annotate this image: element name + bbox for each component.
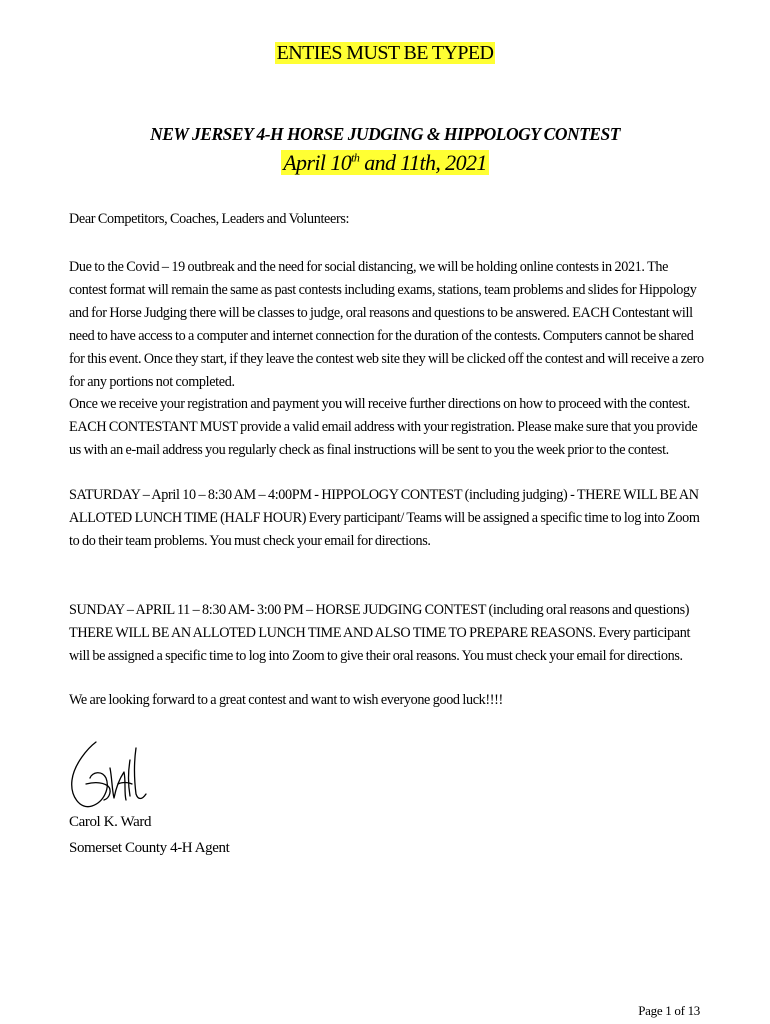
paragraph-registration: Once we receive your registration and payment you will receive further directions on how to proceed with the contest. EACH CONTESTANT MUST provide a valid email address with your registration. Please make sure that you provide us with an e-mail address you regularly check as final instructions will be sent to you the week prior to the contest. <box>69 396 698 458</box>
contest-date-superscript: th <box>351 150 360 165</box>
letter-salutation: Dear Competitors, Coaches, Leaders and Volunteers: <box>69 211 350 227</box>
page-banner <box>0 42 770 65</box>
paragraph-saturday-schedule: SATURDAY – April 10 – 8:30 AM – 4:00PM - HIPPOLOGY CONTEST (including judging) - THERE WILL BE AN ALLOTED LUNCH TIME (HALF HOUR) Every participant/ Teams will be assigned a specific time to log into Zoom to do their team problems. You must check your email for directions. <box>69 487 700 549</box>
contest-date-prefix: April 10 <box>283 150 352 175</box>
signer-name: Carol K. Ward <box>69 814 152 830</box>
page-number: Page 1 of 13 <box>638 1003 700 1018</box>
letter-closing: We are looking forward to a great contest and want to wish everyone good luck!!!! <box>69 692 503 708</box>
signer-title: Somerset County 4-H Agent <box>69 840 230 856</box>
paragraph-sunday-schedule: SUNDAY – APRIL 11 – 8:30 AM- 3:00 PM – HORSE JUDGING CONTEST (including oral reasons and questions) THERE WILL BE AN ALLOTED LUNCH TIME AND ALSO TIME TO PREPARE REASONS. Every participant will be assigned a specific time to log into Zoom to give their oral reasons. You must check your email for directions. <box>69 602 691 664</box>
contest-date-highlight <box>281 150 489 175</box>
paragraph-covid: Due to the Covid – 19 outbreak and the need for social distancing, we will be holding online contests in 2021. The contest format will remain the same as past contests including exams, stations, team problems and slides for Hippology and for Horse Judging there will be classes to judge, oral reasons and questions to be answered. EACH Contestant will need to have access to a computer and internet connection for the duration of the contests. Computers cannot be shared for this event. Once they start, if they leave the contest web site they will be clicked off the contest and will receive a zero for any portions not completed. <box>69 259 704 390</box>
contest-date <box>0 150 770 176</box>
contest-date-suffix: and 11th, 2021 <box>359 150 487 175</box>
handwritten-signature <box>66 738 156 814</box>
banner-text: ENTIES MUST BE TYPED <box>276 42 494 64</box>
contest-title: NEW JERSEY 4-H HORSE JUDGING & HIPPOLOGY CONTEST <box>150 124 620 144</box>
